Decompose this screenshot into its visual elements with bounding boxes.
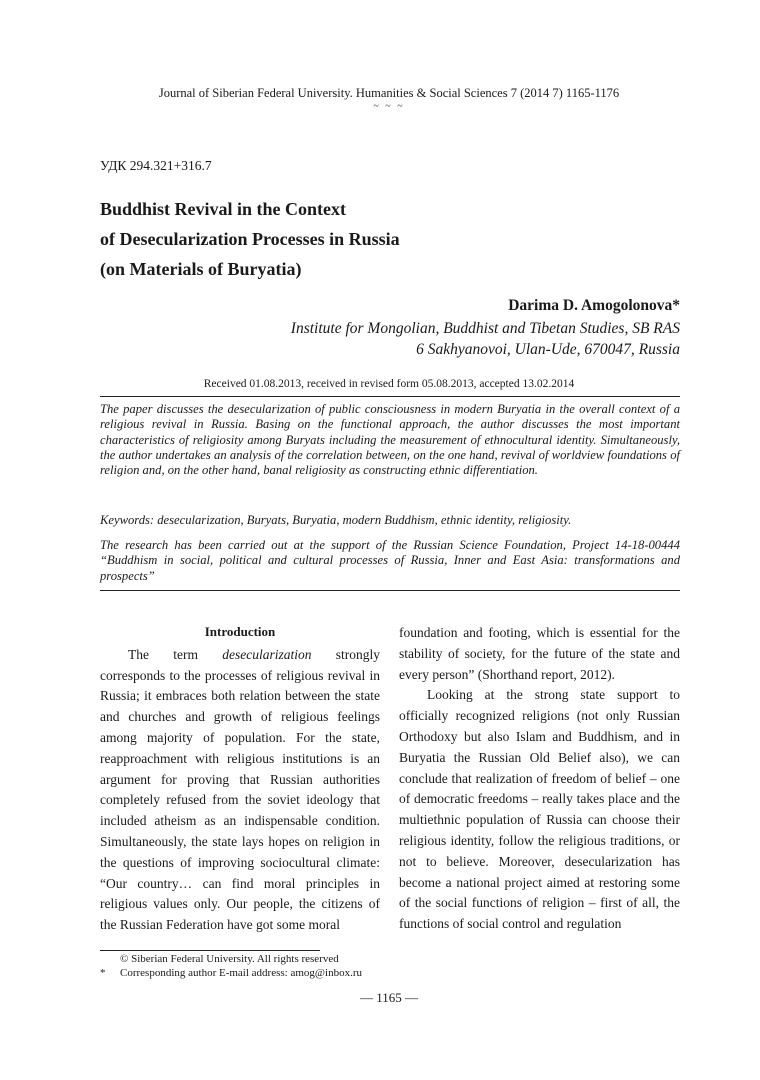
paper-title bbox=[100, 194, 600, 284]
research-note: The research has been carried out at the support of the Russian Science Foundation, Project 14-18-00444 “Buddhism in social, political and cultural processes of Russia, Inner and East Asia: transformations and prospects” bbox=[100, 538, 680, 583]
title-line-2: of Desecularization Processes in Russia bbox=[100, 229, 400, 249]
paragraph: foundation and footing, which is essential for the stability of society, for the future of the state and every person” (Shorthand report, 2012). bbox=[399, 625, 680, 682]
abstract: The paper discusses the desecularization of public consciousness in modern Buryatia in the overall context of a religious revival in Russia. Basing on the functional approach, the author discusses the most important characteristics of religiosity among Buryats including the measurement of ethnocultural identity. Simultaneously, the author undertakes an analysis of the correlation between, on the one hand, revival of worldview foundations of religion and, on the other hand, banal religiosity as constructing ethnic differentiation. bbox=[100, 402, 680, 478]
text-run: The term bbox=[128, 646, 223, 662]
section-heading: Introduction bbox=[204, 624, 276, 639]
footnote-corresponding bbox=[100, 967, 500, 979]
keywords: Keywords: desecularization, Buryats, Buryatia, modern Buddhism, ethnic identity, religiosity. bbox=[100, 513, 572, 527]
corresponding-text: Corresponding author E-mail address: amog@inbox.ru bbox=[120, 967, 362, 979]
author-affiliation bbox=[100, 318, 680, 360]
emphasized-term: desecularization bbox=[222, 646, 312, 662]
header-ornament: ~ ~ ~ bbox=[373, 101, 405, 112]
affiliation-line-2: 6 Sakhyanovoi, Ulan-Ude, 670047, Russia bbox=[416, 341, 680, 358]
page-number: — 1165 — bbox=[359, 990, 419, 1005]
paragraph: Looking at the strong state support to officially recognized religions (not only Russian Orthodoxy but also Islam and Buddhism, and in Buryatia the Russian Old Belief also), we can conclude that realization of freedom of belief – one of democratic freedoms – really takes place and the multiethnic population of Russia can choose their religious identity, follow the religious traditions, or not to believe. Moreover, desecularization has become a national project aimed at restoring some of the social functions of religion – first of all, the functions of social control and regulation bbox=[399, 687, 680, 932]
footnote-mark: * bbox=[100, 967, 106, 979]
title-line-1: Buddhist Revival in the Context bbox=[100, 199, 347, 219]
footnote-divider bbox=[100, 950, 320, 951]
received-dates: Received 01.08.2013, received in revised form 05.08.2013, accepted 13.02.2014 bbox=[203, 378, 575, 390]
text-run: strongly corresponds to the processes of religious revival in Russia; it embraces both relation between the state and churches and growth of religious feelings among majority of population. For the state, reapproachment with religious institutions is an argument for proving that Russian authorities completely refused from the soviet ideology that included atheism as an indispensable condition. Simultaneously, the state lays hopes on religion in the questions of improving sociocultural climate: “Our country… can find moral principles in religious values only. Our people, the citizens of the Russian Federation have got some moral bbox=[100, 646, 380, 933]
body-column-right bbox=[399, 623, 680, 935]
journal-header: Journal of Siberian Federal University. Humanities & Social Sciences 7 (2014 7) 1165-1176 bbox=[158, 86, 620, 100]
divider bbox=[100, 590, 680, 591]
author-name: Darima D. Amogolonova* bbox=[508, 297, 680, 314]
body-column-left bbox=[100, 622, 380, 936]
divider bbox=[100, 396, 680, 397]
title-line-3: (on Materials of Buryatia) bbox=[100, 259, 302, 279]
footnote-copyright bbox=[100, 953, 500, 965]
copyright-text: © Siberian Federal University. All rights reserved bbox=[120, 953, 339, 965]
udk-code: УДК 294.321+316.7 bbox=[100, 158, 212, 173]
paragraph bbox=[100, 645, 380, 936]
affiliation-line-1: Institute for Mongolian, Buddhist and Tibetan Studies, SB RAS bbox=[290, 320, 680, 337]
